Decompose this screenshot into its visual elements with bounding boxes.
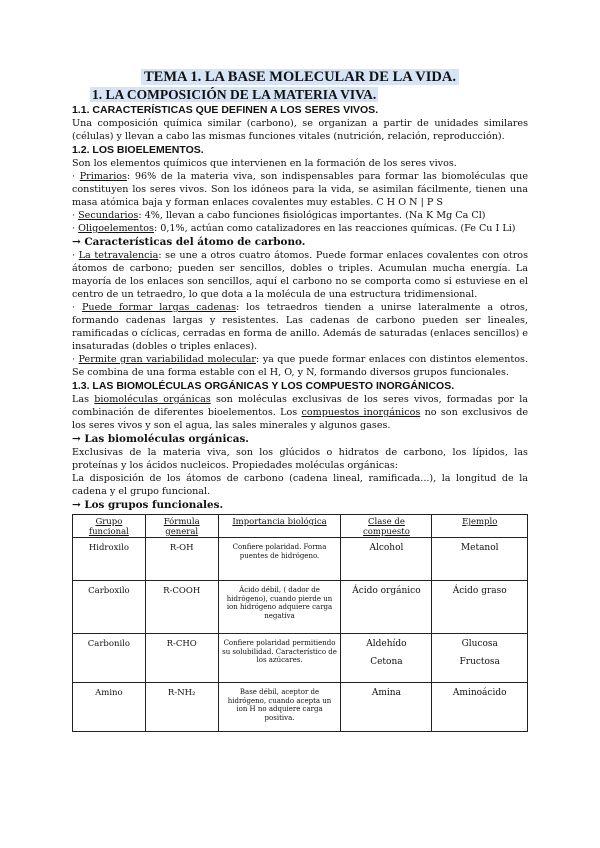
heading-1-3: 1.3. LAS BIOMOLÉCULAS ORGÁNICAS Y LOS COMPUESTO INORGÁNICOS. — [72, 380, 455, 392]
carbono-heading: → Características del átomo de carbono. — [72, 236, 306, 248]
table-row — [73, 683, 528, 732]
tetravalencia-item: · La tetravalencia: se une a otros cuatro átomos. Puede formar enlaces covalentes con otros átomos de carbono; pueden ser sencillos, dobles o triples. Acumulan mucha energía. La mayoría de los enlaces son sencillos, aquí el carbono no se comporta como si estuviese en el centro de un tetraedro, lo que dota a la molécula de una estructura tridimensional. — [72, 250, 529, 300]
subtitle-text: 1. LA COMPOSICIÓN DE LA MATERIA VIVA. — [92, 87, 377, 102]
paragraph-1-3 — [72, 393, 528, 432]
variab-label: Permite gran variabilidad molecular — [78, 354, 256, 365]
primarios-label: Primarios — [79, 171, 127, 182]
title-text: TEMA 1. LA BASE MOLECULAR DE LA VIDA. — [141, 69, 459, 85]
functional-groups-table — [72, 514, 528, 732]
cell-clase — [341, 634, 432, 683]
biomoleculas-text-2: La disposición de los átomos de carbono (cadena lineal, ramificada...), la longitud de la cadena y el grupo funcional. — [72, 473, 528, 497]
oligo-item: · Oligoelementos: 0,1%, actúan como catalizadores en las reacciones químicas. (Fe Cu I Li) — [72, 223, 516, 234]
secundarios-text: : 4%, llevan a cabo funciones fisiológicas importantes. (Na K Mg Ca Cl) — [138, 210, 486, 221]
s13-text-b: son moléculas exclusivas de los seres vivos, formadas por la combinación de diferentes bioelementos. Los — [72, 394, 528, 418]
s13-text-c: no son exclusivos de los seres vivos y son el agua, las sales minerales y algunos gases. — [72, 407, 529, 431]
tetra-text: : se une a otros cuatro átomos. Puede formar enlaces covalentes con otros átomos de carbono; pueden ser sencillos, dobles o triples. Acumulan mucha energía. La mayoría de los enlaces son sencillos, aquí el carbono no se comporta como si estuviese en el centro de un tetraedro, lo que dota a la molécula de una estructura tridimensional. — [72, 250, 529, 300]
cell-clase-2: Cetona — [370, 657, 403, 667]
header-clase: Clase de compuesto — [341, 515, 432, 538]
page-title — [72, 68, 528, 86]
tetra-label: La tetravalencia — [78, 250, 159, 261]
biomoleculas-text-1: Exclusivas de la materia viva, son los glúcidos o hidratos de carbono, los lípidos, las proteínas y los ácidos nucleicos. Propiedades moléculas orgánicas: — [72, 447, 528, 471]
cadenas-item: · Puede formar largas cadenas: los tetraedros tienden a unirse lateralmente a otros, formando cadenas largas y resistentes. Las cadenas de carbono pueden ser lineales, ramificadas o cíclicas, cerradas en forma de anillo. Además de saturadas (enlaces sencillos) e insaturadas (dobles o triples enlaces). — [72, 302, 528, 352]
oligo-text: : 0,1%, actúan como catalizadores en las reacciones químicas. (Fe Cu I Li) — [153, 223, 516, 234]
heading-1-2: 1.2. LOS BIOELEMENTOS. — [72, 144, 204, 156]
variab-text: : ya que puede formar enlaces con distintos elementos. Se combina de una forma estable con el H, O, y N, formando diversos grupos funcionales. — [72, 354, 528, 378]
grupos-heading: → Los grupos funcionales. — [72, 499, 224, 511]
cell-ejemplo: Metanol — [432, 538, 528, 581]
s13-compuestos: compuestos inorgánicos — [301, 407, 421, 418]
s13-text-a: Las — [72, 394, 95, 405]
cell-formula: R-OH — [145, 538, 218, 581]
table-row — [73, 538, 528, 581]
primarios-text: : 96% de la materia viva, son indispensables para formar las biomoléculas que constituyen los seres vivos. Son los idóneos para la vida, se asimilan fácilmente, tienen una masa atómica baja y forman enlaces covalentes muy estables. C H O N | P S — [72, 171, 528, 208]
cadenas-text: : los tetraedros tienden a unirse lateralmente a otros, formando cadenas largas y resistentes. Las cadenas de carbono pueden ser lineales, ramificadas o cíclicas, cerradas en forma de anillo. Además de saturadas (enlaces sencillos) e insaturadas (dobles o triples enlaces). — [72, 302, 528, 352]
table-header-row — [73, 515, 528, 538]
secundarios-label: Secundarios — [78, 210, 139, 221]
cell-importancia: Ácido débil, ( dador de hidrógeno), cuando pierde un ion hidrógeno adquiere carga negativa — [218, 581, 341, 634]
cell-grupo: Carboxilo — [73, 581, 146, 634]
cell-ejemplo: Ácido graso — [432, 581, 528, 634]
biomoleculas-heading: → Las biomoléculas orgánicas. — [72, 433, 249, 445]
paragraph-1-2-intro: Son los elementos químicos que intervienen en la formación de los seres vivos. — [72, 158, 457, 169]
header-importancia: Importancia biológica — [218, 515, 341, 538]
header-formula: Fórmula general — [145, 515, 218, 538]
cell-clase: Alcohol — [341, 538, 432, 581]
table-row — [73, 581, 528, 634]
cell-grupo: Hidroxilo — [73, 538, 146, 581]
cell-grupo: Carbonilo — [73, 634, 146, 683]
cell-formula: R-CHO — [145, 634, 218, 683]
paragraph-1-1: Una composición química similar (carbono), se organizan a partir de unidades similares (células) y llevan a cabo las mismas funciones vitales (nutrición, relación, reproducción). — [72, 118, 528, 142]
section-title — [90, 86, 528, 103]
cell-ejemplo: Aminoácido — [432, 683, 528, 732]
cell-grupo: Amino — [73, 683, 146, 732]
cell-ejemplo-2: Fructosa — [459, 657, 500, 667]
secundarios-item: · Secundarios: 4%, llevan a cabo funciones fisiológicas importantes. (Na K Mg Ca Cl) — [72, 210, 486, 221]
cell-ejemplo — [432, 634, 528, 683]
cell-importancia: Confiere polaridad. Forma puentes de hidrógeno. — [218, 538, 341, 581]
header-ejemplo: Ejemplo — [432, 515, 528, 538]
cell-formula: R-NH₂ — [145, 683, 218, 732]
heading-1-1: 1.1. CARACTERÍSTICAS QUE DEFINEN A LOS SERES VIVOS. — [72, 104, 379, 116]
cell-clase-1: Aldehído — [366, 639, 407, 649]
s13-biomoleculas: biomoléculas orgánicas — [94, 394, 211, 405]
primarios-item: · Primarios: 96% de la materia viva, son indispensables para formar las biomoléculas que constituyen los seres vivos. Son los idóneos para la vida, se asimilan fácilmente, tienen una masa atómica baja y forman enlaces covalentes muy estables. C H O N | P S — [72, 171, 528, 208]
cell-clase: Amina — [341, 683, 432, 732]
cell-importancia: Base débil, aceptor de hidrógeno, cuando acepta un ion H no adquiere carga positiva. — [218, 683, 341, 732]
oligo-label: Oligoelementos — [78, 223, 154, 234]
cell-clase: Ácido orgánico — [341, 581, 432, 634]
cadenas-label: Puede formar largas cadenas — [81, 302, 236, 313]
table-row — [73, 634, 528, 683]
cell-formula: R-COOH — [145, 581, 218, 634]
cell-ejemplo-1: Glucosa — [461, 639, 498, 649]
cell-importancia: Confiere polaridad permitiendo su solubilidad. Característico de los azúcares. — [218, 634, 341, 683]
variabilidad-item: · Permite gran variabilidad molecular: ya que puede formar enlaces con distintos elementos. Se combina de una forma estable con el H, O, y N, formando diversos grupos funcionales. — [72, 354, 528, 378]
header-grupo: Grupo funcional — [73, 515, 146, 538]
document-page — [72, 68, 528, 732]
